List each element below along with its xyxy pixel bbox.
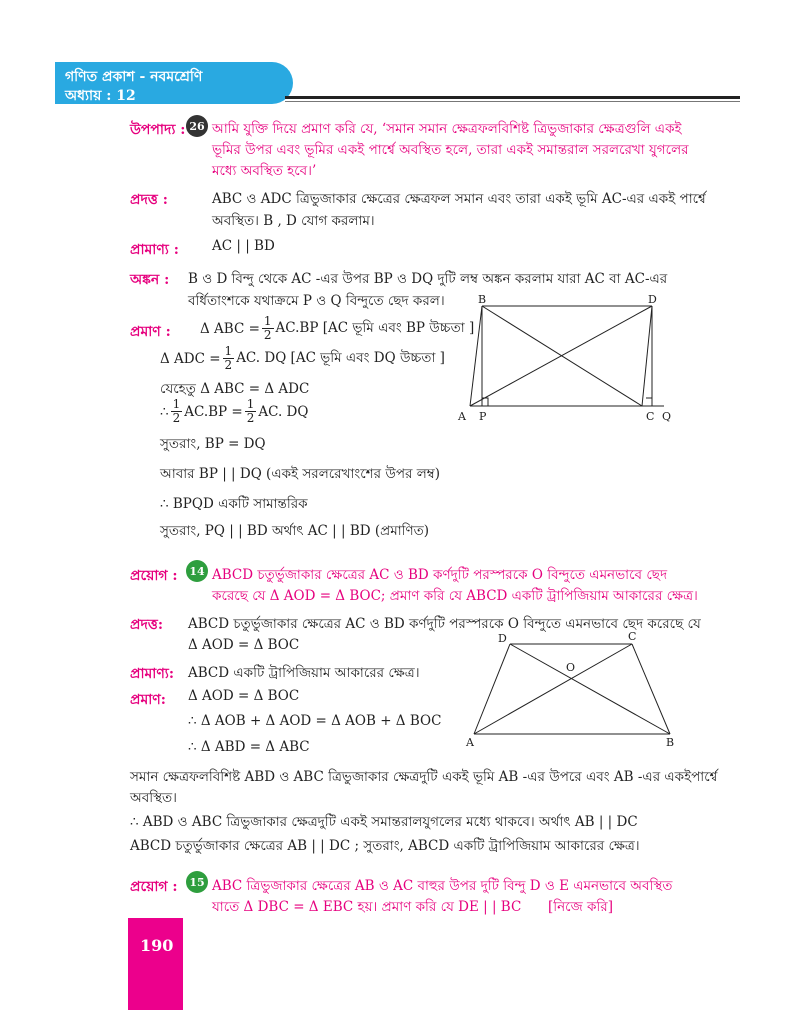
header-rule (285, 96, 740, 99)
diagram2-label-b: B (666, 736, 675, 749)
fraction-half (171, 398, 183, 425)
proof-line-2 (160, 345, 445, 372)
diagram2-label-a: A (466, 736, 474, 749)
diagram1-label-c: C (646, 410, 655, 423)
proof-line-8: সুতরাং, PQ | | BD অর্থাৎ AC | | BD (প্রমাণিত) (160, 523, 430, 539)
theorem-line-1: আমি যুক্তি দিয়ে প্রমাণ করি যে, ‘সমান সমান ক্ষেত্রফলবিশিষ্ট ত্রিভুজাকার ক্ষেত্রগুলি একই (212, 121, 682, 137)
proof-line-1-b: AC.BP [AC ভূমি এবং BP উচ্চতা ] (275, 320, 475, 336)
proof-line-1-a: Δ ABC = (200, 320, 260, 337)
proof-line-5: সুতরাং, BP = DQ (160, 436, 266, 452)
proof-line-1 (200, 315, 474, 342)
given-line-1: ABC ও ADC ত্রিভুজাকার ক্ষেত্রের ক্ষেত্রফল সমান এবং তারা একই ভূমি AC-এর একই পার্শ্বে (212, 191, 706, 207)
diagram1-label-p: P (479, 410, 487, 423)
chapter-label: অধ্যায় : 12 (65, 88, 136, 104)
to-prove-label: প্রামাণ্য : (130, 242, 179, 258)
app14-proof-line-2: ∴ Δ AOB + Δ AOD = Δ AOB + Δ BOC (188, 713, 442, 729)
frac-den: 2 (263, 328, 272, 342)
diagram1-label-q: Q (662, 410, 672, 423)
page-number-box (128, 918, 183, 1010)
application-15-note: [নিজে করি] (548, 899, 613, 915)
diagram1-label-d: D (648, 293, 657, 306)
proof-line-4-a: ∴ (160, 403, 169, 420)
proof-label: প্রমাণ : (130, 324, 171, 340)
diagram1-label-a: A (458, 410, 466, 423)
frac-num: 1 (263, 314, 272, 328)
fraction-half (245, 398, 257, 425)
application-15-label: প্রয়োগ : (130, 879, 178, 895)
theorem-line-2: ভূমির উপর এবং ভূমির একই পার্শ্বে অবস্থিত হলে, তারা একই সমান্তরাল সরলরেখা যুগলের (212, 142, 689, 158)
diagram2-label-d: D (498, 632, 507, 645)
frac-num: 1 (224, 344, 233, 358)
app14-conclusion-2: ABCD চতুর্ভুজাকার ক্ষেত্রের AB | | DC ; সুতরাং, ABCD একটি ট্রাপিজিয়াম আকারের ক্ষেত্র। (130, 838, 640, 854)
frac-num: 1 (246, 397, 255, 411)
app14-prove-label: প্রামাণ্য: (130, 666, 175, 682)
construction-label: অঙ্কন : (130, 272, 170, 288)
theorem-line-3: মধ্যে অবস্থিত হবে।’ (212, 163, 317, 179)
app14-prove-text: ABCD একটি ট্রাপিজিয়াম আকারের ক্ষেত্র। (188, 665, 420, 681)
app14-given-label: প্রদত্ত: (130, 617, 163, 633)
frac-den: 2 (172, 411, 181, 425)
proof-line-4 (160, 398, 308, 425)
proof-line-6: আবার BP | | DQ (একই সরলরেখাংশের উপর লম্ব) (160, 466, 440, 482)
application-14-label: প্রয়োগ : (130, 568, 178, 584)
proof-line-2-b: AC. DQ [AC ভূমি এবং DQ উচ্চতা ] (236, 350, 445, 366)
diagram-trapezium-abcd (462, 628, 687, 750)
diagram1-label-b: B (478, 293, 487, 306)
frac-den: 2 (224, 358, 233, 372)
diagram2-label-c: C (628, 630, 637, 643)
app14-conclusion-1: ∴ ABD ও ABC ত্রিভুজাকার ক্ষেত্রদুটি একই সমান্তরালযুগলের মধ্যে থাকবে। অর্থাৎ AB | | DC (130, 814, 638, 830)
app14-para-line-2: অবস্থিত। (130, 790, 177, 806)
application-15-badge: 15 (186, 871, 208, 893)
diagram-rectangle-bpqd (452, 292, 692, 432)
header-rule-thin (285, 101, 740, 102)
to-prove-text: AC | | BD (212, 238, 275, 254)
application-14-line-1: ABCD চতুর্ভুজাকার ক্ষেত্রের AC ও BD কর্ণদুটি পরস্পরকে O বিন্দুতে এমনভাবে ছেদ (212, 567, 668, 583)
construction-line-1: B ও D বিন্দু থেকে AC -এর উপর BP ও DQ দুটি লম্ব অঙ্কন করলাম যারা AC বা AC-এর (188, 271, 668, 287)
application-15-line-1: ABC ত্রিভুজাকার ক্ষেত্রের AB ও AC বাহুর উপর দুটি বিন্দু D ও E এমনভাবে অবস্থিত (212, 878, 673, 894)
construction-line-2: বর্ধিতাংশকে যথাক্রমে P ও Q বিন্দুতে ছেদ করল। (188, 293, 445, 309)
proof-line-4-c: AC. DQ (258, 403, 309, 420)
given-line-2: অবস্থিত। B , D যোগ করলাম। (212, 213, 375, 229)
book-title: গণিত প্রকাশ - নবমশ্রেণি (65, 69, 203, 85)
proof-line-7: ∴ BPQD একটি সামান্তরিক (160, 496, 308, 512)
page-number: 190 (140, 936, 174, 955)
app14-proof-label: প্রমাণ: (130, 692, 166, 708)
chapter-header (55, 62, 293, 104)
given-label: প্রদত্ত : (130, 192, 168, 208)
app14-proof-line-3: ∴ Δ ABD = Δ ABC (188, 739, 310, 755)
app14-para-line-1: সমান ক্ষেত্রফলবিশিষ্ট ABD ও ABC ত্রিভুজাকার ক্ষেত্রদুটি একই ভূমি AB -এর উপরে এবং AB -এর একইপার্শ্বে (130, 769, 718, 785)
app14-proof-line-1: Δ AOD = Δ BOC (188, 688, 300, 704)
fraction-half (223, 345, 235, 372)
application-14-badge: 14 (186, 560, 208, 582)
theorem-number-badge: 26 (186, 115, 208, 137)
frac-num: 1 (172, 397, 181, 411)
proof-line-4-b: AC.BP = (184, 403, 243, 420)
application-15-line-2: যাতে Δ DBC = Δ EBC হয়। প্রমাণ করি যে DE | | BC (212, 899, 522, 915)
proof-line-3: যেহেতু Δ ABC = Δ ADC (160, 381, 310, 397)
frac-den: 2 (246, 411, 255, 425)
diagram2-label-o: O (566, 661, 576, 674)
app14-given-line-1: ABCD চতুর্ভুজাকার ক্ষেত্রের AC ও BD কর্ণদুটি পরস্পরকে O বিন্দুতে এমনভাবে ছেদ করেছে যে (188, 616, 701, 632)
fraction-half (262, 315, 274, 342)
theorem-label: উপপাদ্য : (130, 122, 186, 138)
app14-given-line-2: Δ AOD = Δ BOC (188, 637, 300, 653)
application-14-line-2: করেছে যে Δ AOD = Δ BOC; প্রমাণ করি যে ABCD একটি ট্রাপিজিয়াম আকারের ক্ষেত্র। (212, 588, 698, 604)
proof-line-2-a: Δ ADC = (160, 350, 221, 367)
